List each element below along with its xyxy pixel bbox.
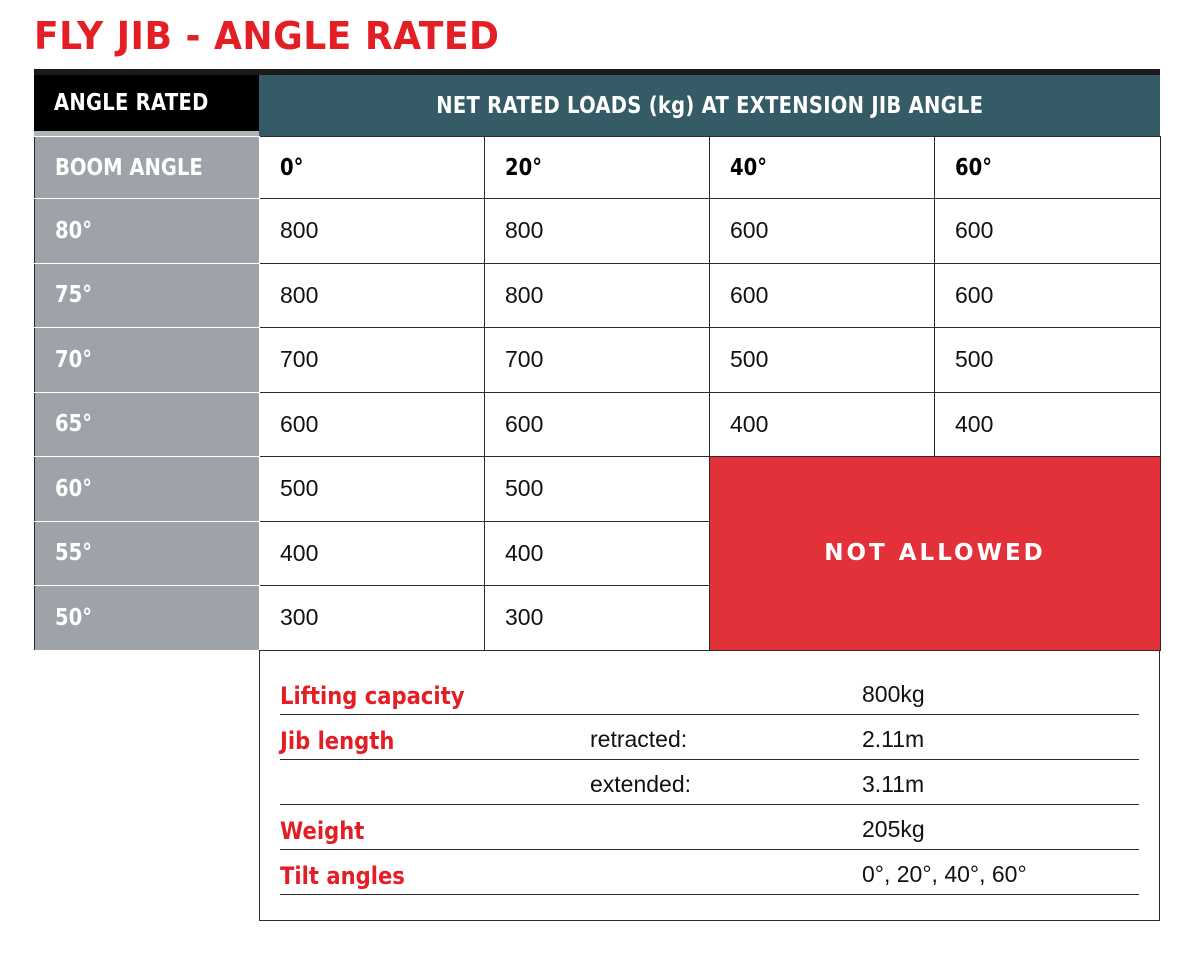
load-cell: 400 <box>710 392 935 457</box>
row-header-label: BOOM ANGLE <box>35 137 260 199</box>
group-header <box>259 75 1160 136</box>
column-header: 0° <box>260 137 485 199</box>
table-row <box>35 199 1161 264</box>
table-row <box>35 392 1161 457</box>
load-cell: 400 <box>485 521 710 586</box>
load-cell: 800 <box>260 199 485 264</box>
table-row <box>35 263 1161 328</box>
load-table <box>34 136 1161 651</box>
spec-value: 2.11m <box>862 726 925 752</box>
load-cell: 600 <box>935 199 1161 264</box>
load-cell: 600 <box>710 263 935 328</box>
spec-row-lifting-capacity <box>280 669 1139 715</box>
spec-row-weight <box>280 804 1139 850</box>
spec-label: Tilt angles <box>280 862 405 890</box>
specs-panel <box>259 650 1160 921</box>
corner-header <box>34 75 259 131</box>
load-cell: 600 <box>260 392 485 457</box>
boom-angle-cell: 60° <box>35 457 260 522</box>
spec-row-jib-length-retracted <box>280 714 1139 760</box>
spec-row-tilt-angles <box>280 849 1139 895</box>
spec-row-jib-length-extended <box>280 759 1139 805</box>
spec-value: 3.11m <box>862 771 925 797</box>
boom-angle-cell: 80° <box>35 199 260 264</box>
table-row <box>35 457 1161 522</box>
page-title: FLY JIB - ANGLE RATED <box>34 14 500 58</box>
load-cell: 500 <box>710 328 935 393</box>
boom-angle-cell: 75° <box>35 263 260 328</box>
column-header: 20° <box>485 137 710 199</box>
load-cell: 300 <box>260 586 485 651</box>
load-cell: 400 <box>935 392 1161 457</box>
column-header: 60° <box>935 137 1161 199</box>
spec-value: 0°, 20°, 40°, 60° <box>862 861 1027 887</box>
boom-angle-cell: 55° <box>35 521 260 586</box>
load-cell: 500 <box>260 457 485 522</box>
load-cell: 800 <box>260 263 485 328</box>
not-allowed-label: NOT ALLOWED <box>824 540 1046 567</box>
load-cell: 600 <box>710 199 935 264</box>
not-allowed-zone <box>710 457 1161 651</box>
load-cell: 500 <box>935 328 1161 393</box>
boom-angle-cell: 50° <box>35 586 260 651</box>
boom-angle-cell: 65° <box>35 392 260 457</box>
load-cell: 700 <box>485 328 710 393</box>
group-header-label: NET RATED LOADS (kg) AT EXTENSION JIB ANGLE <box>436 92 983 119</box>
spec-label: Lifting capacity <box>280 682 465 710</box>
spec-sublabel: extended: <box>590 771 692 797</box>
load-cell: 600 <box>485 392 710 457</box>
column-header-row <box>35 137 1161 199</box>
load-cell: 700 <box>260 328 485 393</box>
spec-label: Jib length <box>280 727 395 755</box>
column-header: 40° <box>710 137 935 199</box>
load-cell: 600 <box>935 263 1161 328</box>
load-cell: 300 <box>485 586 710 651</box>
spec-sublabel: retracted: <box>590 726 688 752</box>
load-cell: 800 <box>485 199 710 264</box>
spec-value: 205kg <box>862 816 925 842</box>
load-cell: 800 <box>485 263 710 328</box>
corner-header-label: ANGLE RATED <box>54 90 209 116</box>
boom-angle-cell: 70° <box>35 328 260 393</box>
load-cell: 400 <box>260 521 485 586</box>
spec-label: Weight <box>280 817 365 845</box>
load-cell: 500 <box>485 457 710 522</box>
table-row <box>35 328 1161 393</box>
spec-value: 800kg <box>862 681 925 707</box>
